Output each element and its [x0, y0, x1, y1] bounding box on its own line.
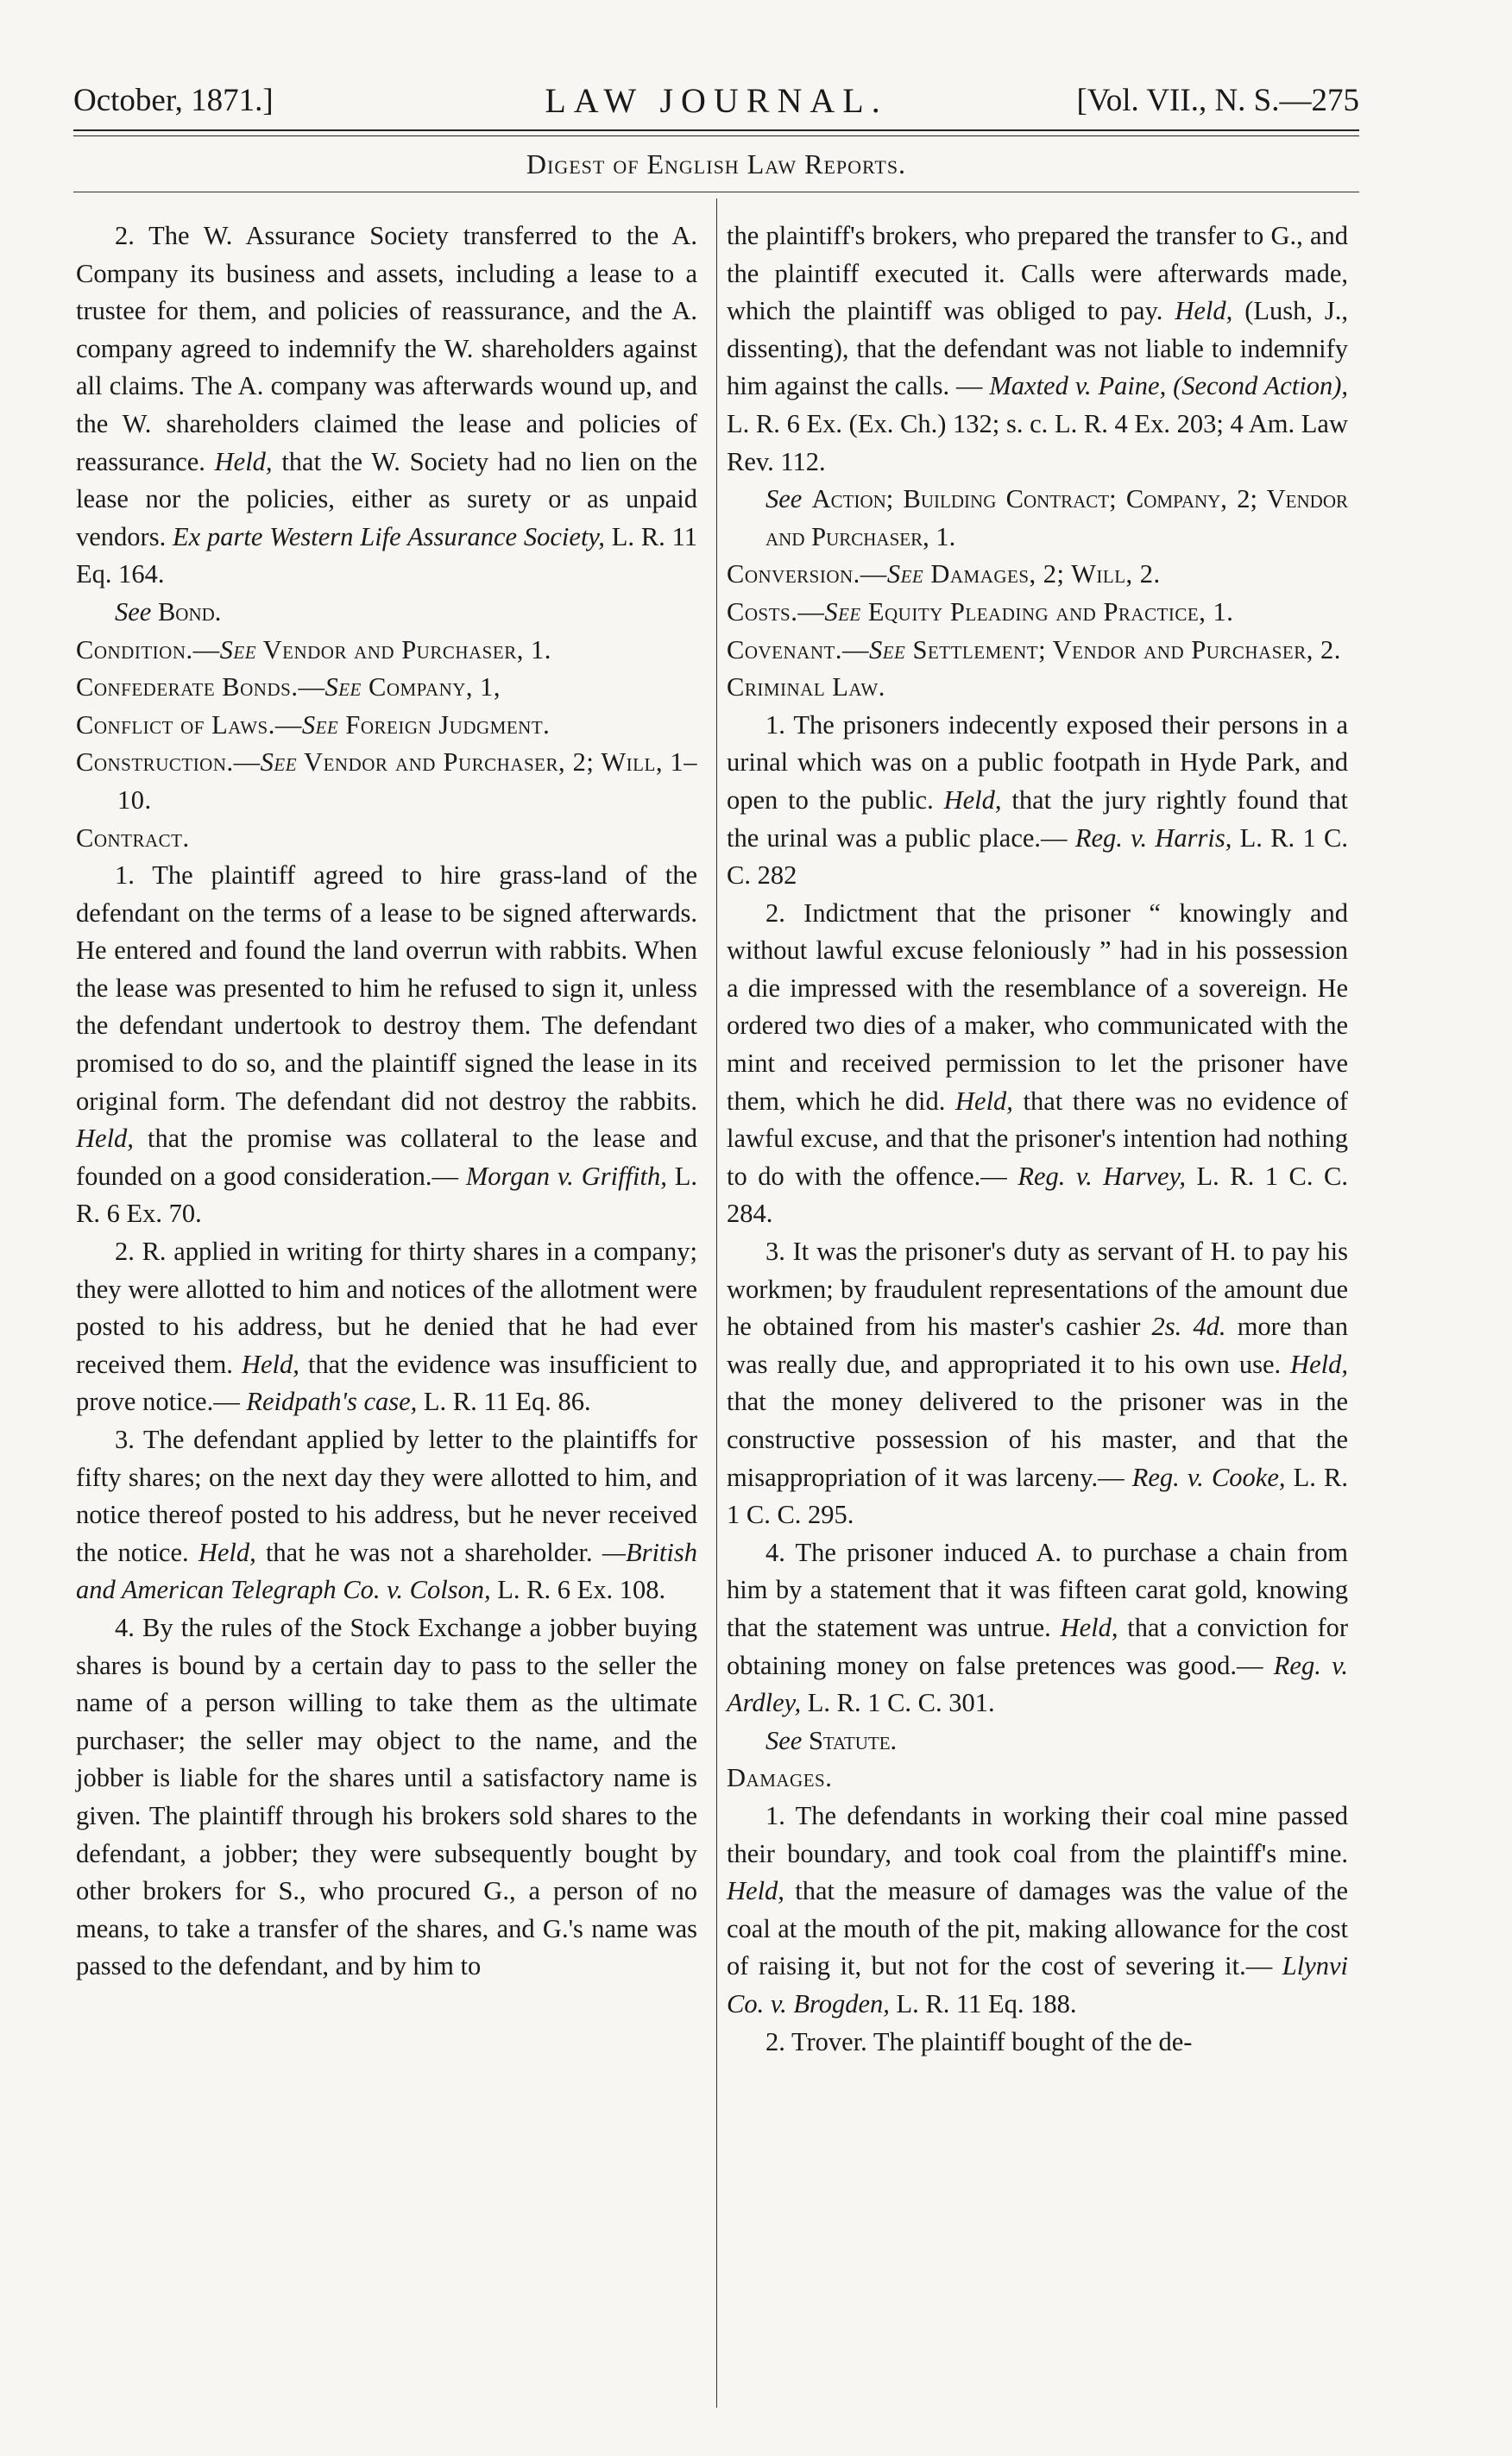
digest-entry: 2. R. applied in writing for thirty shares in a company; they were allotted to him and notices of the allotment were posted to his address, but he denied that he had ever received them. Held, that the evidence was insufficient to prove notice.— Reidpath's case, L. R. 11 Eq. 86.: [76, 1237, 698, 1417]
index-heading: Conversion.—See Damages, 2; Will, 2.: [727, 559, 1161, 589]
index-heading: Conflict of Laws.—See Foreign Judgment.: [76, 709, 551, 740]
header-rule-thick: [73, 129, 1359, 131]
citation: L. R. 1 C. C. 295.: [727, 1462, 1348, 1530]
left-column: [76, 217, 697, 1986]
case-name: Morgan v. Griffith,: [465, 1161, 667, 1191]
case-name: Reg. v. Harvey,: [1017, 1161, 1186, 1191]
index-heading: Costs.—See Equity Pleading and Practice, 1.: [727, 596, 1234, 627]
index-heading-criminal-law: Criminal Law.: [727, 672, 885, 702]
citation: L. R. 6 Ex. (Ex. Ch.) 132; s. c. L. R. 4 Ex. 203; 4 Am. Law Rev. 112.: [727, 408, 1348, 476]
case-name: Reg. v. Cooke,: [1131, 1462, 1286, 1492]
case-name: —British and American Telegraph Co. v. Colson,: [76, 1537, 697, 1605]
header-rule-thin: [73, 135, 1359, 136]
citation: L. R. 1 C. C. 284.: [727, 1161, 1349, 1229]
case-name: Maxted v. Paine, (Second Action),: [989, 371, 1348, 401]
case-name: Reg. v. Harris,: [1074, 822, 1232, 853]
index-heading-contract: Contract.: [76, 822, 190, 853]
index-heading: Confederate Bonds.—See Company, 1,: [76, 672, 501, 702]
digest-entry: 3. It was the prisoner's duty as servant of H. to pay his workmen; by fraudulent representations of the amount due he obtained from his master's cashier 2s. 4d. more than was really due, and appropriated it to his own use. Held, that the money delivered to the prisoner was in the constructive possession of his master, and that the misappropriation of it was larceny.— Reg. v. Cooke, L. R. 1 C. C. 295.: [727, 1237, 1349, 1530]
volume-page: [Vol. VII., N. S.—275: [1076, 83, 1359, 118]
digest-entry: 4. By the rules of the Stock Exchange a jobber buying shares is bound by a certain day to pass to the seller the name of a person willing to take them as the ultimate purchaser; the seller may object to the name, and the jobber is liable for the shares until a satisfactory name is given. The plaintiff through his brokers sold shares to the defendant, a jobber; they were subsequently bought by other brokers for S., who procured G., a person of no means, to take a transfer of the shares, and G.'s name was passed to the defendant, and by him to: [76, 1612, 697, 1981]
running-header: [73, 82, 1359, 134]
cross-reference: See Bond.: [115, 596, 222, 627]
case-name: Ex parte Western Life Assurance Society,: [173, 521, 605, 551]
digest-entry: 2. Indictment that the prisoner “ knowingly and without lawful excuse feloniously ” had in his possession a die impressed with the resemblance of a sovereign. He ordered two dies of a maker, who communicated with the mint and received permission to let the prisoner have them, which he did. Held, that there was no evidence of lawful excuse, and that the prisoner's intention had nothing to do with the offence.— Reg. v. Harvey, L. R. 1 C. C. 284.: [727, 897, 1349, 1229]
digest-entry: 4. The prisoner induced A. to purchase a chain from him by a statement that it was fifteen carat gold, knowing that the statement was untrue. Held, that a conviction for obtaining money on false pretences was good.— Reg. v. Ardley, L. R. 1 C. C. 301.: [727, 1537, 1349, 1718]
index-heading: Construction.—See Vendor and Purchaser, 2; Will, 1–10.: [76, 747, 697, 815]
index-heading: Condition.—See Vendor and Purchaser, 1.: [76, 634, 551, 664]
cross-reference: See Action; Building Contract; Company, 2; Vendor and Purchaser, 1.: [765, 484, 1349, 551]
digest-entry-continued: the plaintiff's brokers, who prepared the transfer to G., and the plaintiff executed it. Calls were afterwards made, which the plaintiff was obliged to pay. Held, (Lush, J., dissenting), that the defendant was not liable to indemnify him against the calls. — Maxted v. Paine, (Second Action), L. R. 6 Ex. (Ex. Ch.) 132; s. c. L. R. 4 Ex. 203; 4 Am. Law Rev. 112.: [727, 221, 1349, 476]
index-heading: Covenant.—See Settlement; Vendor and Purchaser, 2.: [727, 634, 1341, 664]
right-column: [727, 217, 1348, 2061]
digest-entry: 2. The W. Assurance Society transferred to the A. Company its business and assets, including a lease to a trustee for them, and policies of reassurance, and the A. company agreed to indemnify the W. shareholders against all claims. The A. company was afterwards wound up, and the W. shareholders claimed the lease and policies of reassurance. Held, that the W. Society had no lien on the lease nor the policies, either as surety or as unpaid vendors. Ex parte Western Life Assurance Society, L. R. 11 Eq. 164.: [76, 221, 698, 589]
index-heading-damages: Damages.: [727, 1763, 833, 1793]
citation: L. R. 6 Ex. 108.: [497, 1575, 666, 1605]
case-name: Llynvi Co. v. Brogden,: [727, 1951, 1349, 2018]
case-name: Reidpath's case,: [246, 1387, 418, 1417]
journal-title: LAW JOURNAL.: [545, 81, 888, 120]
digest-entry: 1. The defendants in working their coal mine passed their boundary, and took coal from the plaintiff's mine. Held, that the measure of damages was the value of the coal at the mouth of the pit, making allowance for the cost of raising it, but not for the cost of severing it.— Llynvi Co. v. Brogden, L. R. 11 Eq. 188.: [727, 1800, 1349, 2018]
section-title: Digest of English Law Reports.: [526, 148, 907, 179]
digest-entry: 2. Trover. The plaintiff bought of the de-: [765, 2026, 1193, 2056]
citation: L. R. 1 C. C. 282: [727, 822, 1348, 891]
digest-entry: 1. The prisoners indecently exposed their persons in a urinal which was on a public footpath in Hyde Park, and open to the public. Held, that the jury rightly found that the urinal was a public place.— Reg. v. Harris, L. R. 1 C. C. 282: [727, 709, 1348, 891]
citation: L. R. 11 Eq. 86.: [423, 1387, 591, 1417]
citation: L. R. 1 C. C. 301.: [807, 1688, 995, 1718]
cross-reference: See Statute.: [765, 1725, 898, 1755]
column-divider: [716, 198, 717, 2408]
issue-date: October, 1871.]: [73, 83, 274, 118]
digest-entry: 1. The plaintiff agreed to hire grass-land of the defendant on the terms of a lease to be signed afterwards. He entered and found the land overrun with rabbits. When the lease was presented to him he refused to sign it, unless the defendant undertook to destroy them. The defendant promised to do so, and the plaintiff signed the lease in its original form. The defendant did not destroy the rabbits. Held, that the promise was collateral to the lease and founded on a good consideration.— Morgan v. Griffith, L. R. 6 Ex. 70.: [76, 860, 697, 1229]
citation: L. R. 6 Ex. 70.: [76, 1161, 697, 1229]
digest-entry: 3. The defendant applied by letter to the plaintiffs for fifty shares; on the next day they were allotted to him, and notice thereof posted to his address, but he never received the notice. Held, that he was not a shareholder. —British and American Telegraph Co. v. Colson, L. R. 6 Ex. 108.: [76, 1425, 697, 1605]
citation: L. R. 11 Eq. 164.: [76, 521, 698, 589]
citation: L. R. 11 Eq. 188.: [896, 1988, 1077, 2018]
case-name: Reg. v. Ardley,: [727, 1650, 1348, 1718]
